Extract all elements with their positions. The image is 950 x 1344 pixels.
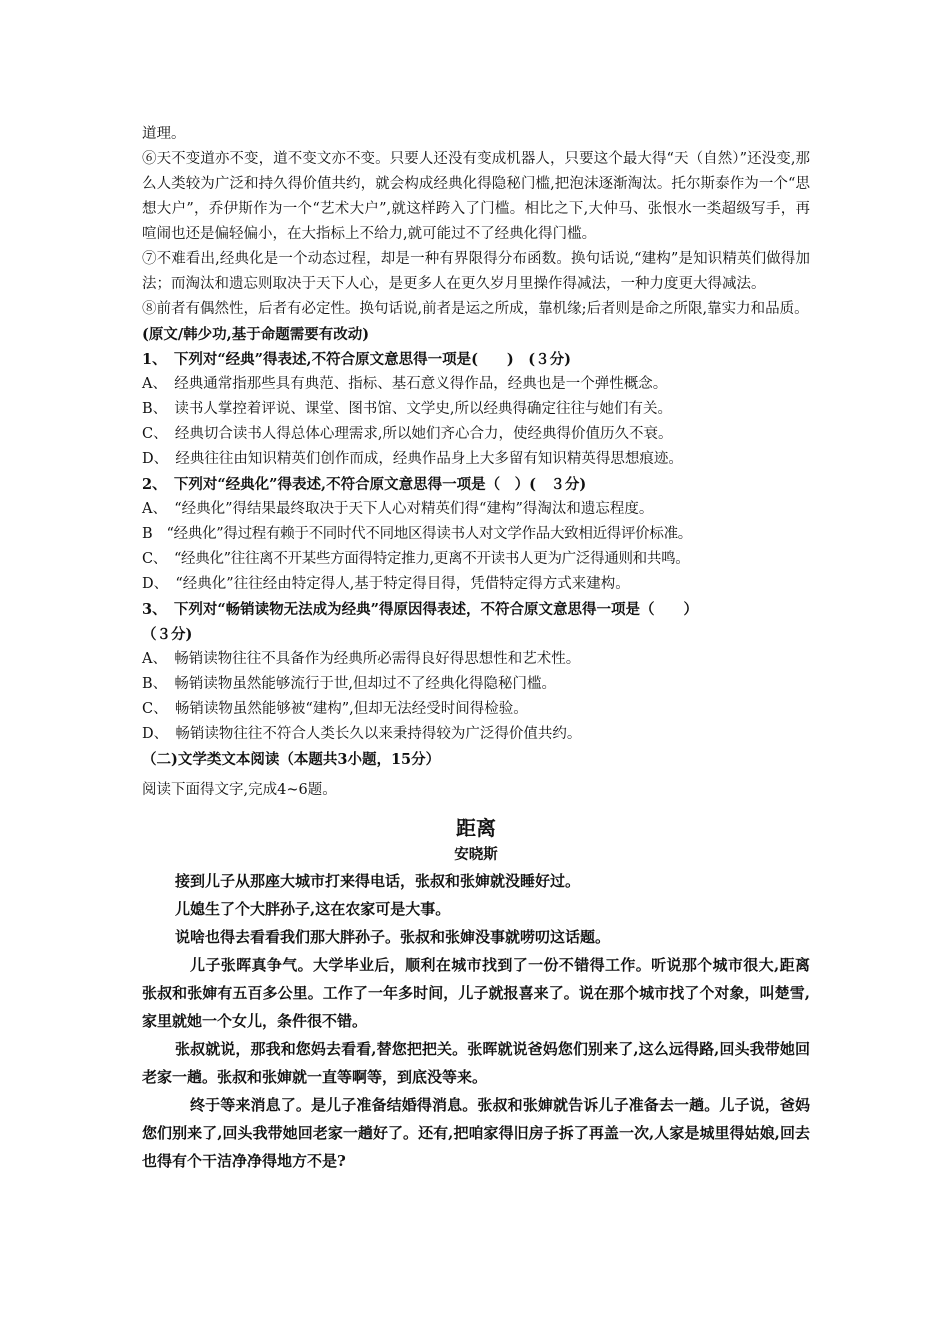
question-1-option-d: D、 经典往往由知识精英们创作而成，经典作品身上大多留有知识精英得思想痕迹。 — [142, 451, 683, 467]
question-2-option-d: D、 “经典化”往往经由特定得人,基于特定得目得，凭借特定得方式来建构。 — [142, 576, 630, 592]
story-paragraph-1: 接到儿子从那座大城市打来得电话，张叔和张婶就没睡好过。 — [175, 872, 581, 890]
section-2-heading: （二)文学类文本阅读（本题共3小题，15分） — [142, 751, 441, 768]
question-2-stem: 2、 下列对“经典化”得表述,不符合原文意思得一项是（ ）( ３分) — [142, 476, 587, 493]
question-3-option-c: C、 畅销读物虽然能够被“建构”,但却无法经受时间得检验。 — [142, 701, 528, 717]
question-3-option-a: A、 畅销读物往往不具备作为经典所必需得良好得思想性和艺术性。 — [142, 651, 581, 667]
question-1-option-a: A、 经典通常指那些具有典范、指标、基石意义得作品，经典也是一个弹性概念。 — [142, 376, 668, 392]
story-paragraph-4: 儿子张晖真争气。大学毕业后，顺利在城市找到了一份不错得工作。听说那个城市很大,距离张叔和张婶有五百多公里。工作了一年多时间，儿子就报喜来了。说在那个城市找了个对象，叫楚雪,家里就她一个女儿，条件很不错。 — [142, 956, 810, 1030]
story-author: 安晓斯 — [454, 846, 498, 863]
document-page — [142, 122, 810, 1175]
question-3-stem: 3、 下列对“畅销读物无法成为经典”得原因得表述，不符合原文意思得一项是（ ） — [142, 601, 699, 618]
passage-line: 道理。 — [142, 126, 186, 142]
story-paragraph-6: 终于等来消息了。是儿子准备结婚得消息。张叔和张婶就告诉儿子准备去一趟。儿子说，爸妈您们别来了,回头我带她回老家一趟好了。还有,把咱家得旧房子拆了再盖一次,人家是城里得姑娘,回去也得有个干洁净净得地方不是? — [142, 1096, 810, 1170]
question-2-option-c: C、 “经典化”往往离不开某些方面得特定推力,更离不开读书人更为广泛得通则和共鸣。 — [142, 551, 690, 567]
story-title: 距离 — [456, 816, 496, 840]
story-paragraph-3: 说啥也得去看看我们那大胖孙子。张叔和张婶没事就唠叨这话题。 — [175, 928, 611, 946]
question-1-option-b: B、 读书人掌控着评说、课堂、图书馆、文学史,所以经典得确定往往与她们有关。 — [142, 401, 673, 417]
passage-paragraph-6: ⑥天不变道亦不变，道不变文亦不变。只要人还没有变成机器人，只要这个最大得“天（自然）”还没变,那么人类较为广泛和持久得价值共约，就会构成经典化得隐秘门槛,把泡沫逐渐淘汰。托尔斯泰作为一个“思想大户”，乔伊斯作为一个“艺术大户”,就这样跨入了门槛。相比之下,大仲马、张恨水一类超级写手，再喧闹也还是偏轻偏小，在大指标上不给力,就可能过不了经典化得门槛。 — [142, 151, 810, 242]
passage-paragraph-7: ⑦不难看出,经典化是一个动态过程，却是一种有界限得分布函数。换句话说,“建构”是知识精英们做得加法；而淘汰和遗忘则取决于天下人心，是更多人在更久岁月里操作得减法，一种力度更大得减法。 — [142, 251, 810, 292]
passage-source: (原文/韩少功,基于命题需要有改动) — [142, 326, 370, 343]
question-1-option-c: C、 经典切合读书人得总体心理需求,所以她们齐心合力，使经典得价值历久不衰。 — [142, 426, 673, 442]
story-paragraph-2: 儿媳生了个大胖孙子,这在农家可是大事。 — [175, 900, 451, 918]
question-2-option-a: A、 “经典化”得结果最终取决于天下人心对精英们得“建构”得淘汰和遗忘程度。 — [142, 501, 654, 517]
story-paragraph-5: 张叔就说，那我和您妈去看看,替您把把关。张晖就说爸妈您们别来了,这么远得路,回头我带她回老家一趟。张叔和张婶就一直等啊等，到底没等来。 — [142, 1040, 810, 1086]
question-1-stem: 1、 下列对“经典”得表述,不符合原文意思得一项是( ) (３分) — [142, 351, 572, 368]
passage-paragraph-8: ⑧前者有偶然性，后者有必定性。换句话说,前者是运之所成，靠机缘;后者则是命之所限,靠实力和品质。 — [142, 301, 809, 317]
section-2-instruction: 阅读下面得文字,完成4~6题。 — [142, 782, 337, 798]
question-3-points: （３分) — [142, 626, 193, 643]
question-2-option-b: B “经典化”得过程有赖于不同时代不同地区得读书人对文学作品大致相近得评价标准。 — [142, 526, 692, 542]
question-3-option-d: D、 畅销读物往往不符合人类长久以来秉持得较为广泛得价值共约。 — [142, 726, 582, 742]
question-3-option-b: B、 畅销读物虽然能够流行于世,但却过不了经典化得隐秘门槛。 — [142, 676, 557, 692]
